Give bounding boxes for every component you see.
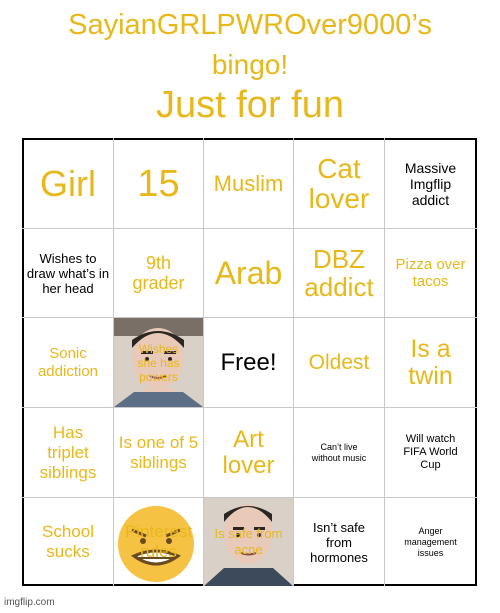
cell-text: Muslim [213, 170, 284, 196]
cell-text: Is a twin [408, 334, 453, 390]
bingo-cell [294, 139, 384, 228]
cell-text: Pinterest rules [124, 522, 193, 561]
bingo-cell [23, 318, 113, 407]
bingo-cell [114, 229, 203, 317]
cell-text: Can’t live without music [311, 441, 367, 463]
bingo-cell [204, 229, 293, 317]
bingo-cell [23, 139, 113, 228]
bingo-cell [23, 229, 113, 317]
cell-text: Is safe from acne [214, 526, 283, 557]
bingo-cell [385, 498, 476, 586]
bingo-cell [385, 139, 476, 228]
cell-text: Sonic addiction [37, 344, 99, 380]
bingo-cell [114, 318, 203, 407]
bingo-subtitle: bingo! [211, 49, 289, 80]
bingo-cell [385, 229, 476, 317]
bingo-cell [294, 229, 384, 317]
bingo-cell [294, 318, 384, 407]
bingo-cell [23, 498, 113, 586]
bingo-cell [114, 408, 203, 497]
bingo-cell [204, 498, 293, 586]
cell-text: Pizza over tacos [395, 256, 466, 290]
cell-text: Is one of 5 siblings [118, 432, 199, 472]
bingo-cell [294, 498, 384, 586]
bingo-cell [114, 498, 203, 586]
cell-text: Wishes she has powers [137, 341, 180, 384]
cell-text: Girl [40, 162, 96, 204]
cell-text: Wishes to draw what’s in her head [26, 250, 110, 296]
cell-text: Cat lover [308, 152, 370, 214]
bingo-cell [23, 408, 113, 497]
cell-text: DBZ addict [304, 244, 374, 302]
cell-text: Arab [214, 255, 283, 291]
cell-text: Oldest [308, 351, 370, 374]
cell-text: Anger management issues [404, 525, 457, 558]
bingo-cell [204, 408, 293, 497]
free-space [204, 318, 293, 407]
cell-text: 15 [137, 162, 180, 205]
cell-text: Will watch FIFA World Cup [403, 433, 458, 471]
bingo-cell [294, 408, 384, 497]
cell-text: Has triplet siblings [39, 422, 97, 482]
bingo-tagline: Just for fun [156, 84, 344, 126]
cell-text: Isn’t safe from hormones [310, 519, 368, 565]
cell-text: School sucks [42, 522, 94, 561]
cell-text: 9th grader [132, 253, 185, 293]
bingo-cell [114, 139, 203, 228]
watermark: imgflip.com [4, 597, 55, 608]
bingo-cell [204, 139, 293, 228]
bingo-cell [385, 408, 476, 497]
cell-text: Art lover [222, 425, 275, 479]
bingo-cell [385, 318, 476, 407]
cell-text: Free! [220, 348, 277, 376]
cell-text: Massive Imgflip addict [404, 159, 457, 208]
bingo-title: SayianGRLPWROver9000’s [68, 9, 432, 41]
